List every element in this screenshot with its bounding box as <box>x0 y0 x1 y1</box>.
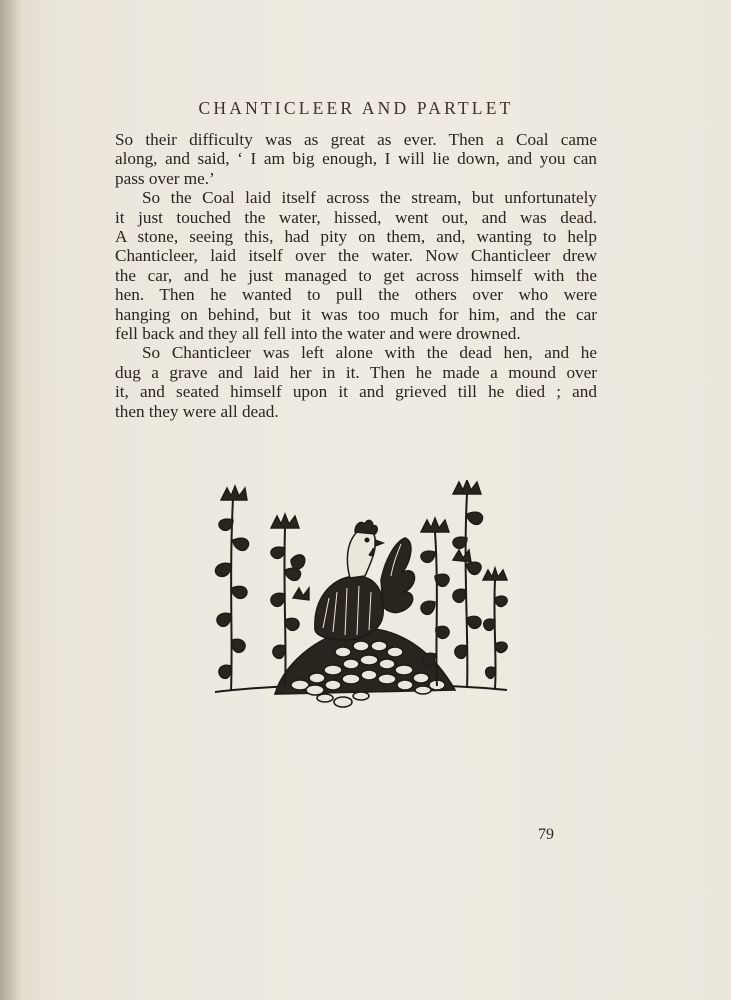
text-line: So the Coal laid itself across the stream, but unfortunately <box>142 188 597 208</box>
text-line: So their difficulty was as great as ever. Then a Coal came <box>115 130 597 149</box>
rooster-on-grave-illustration <box>205 480 515 720</box>
text-line: A stone, seeing this, had pity on them, and, wanting to help <box>115 227 597 247</box>
flower-plant <box>483 568 507 688</box>
flower-plant <box>453 480 483 688</box>
page-gutter-shadow <box>0 0 22 1000</box>
text-line: Chanticleer, laid itself over the water. Now Chanticleer drew <box>115 246 597 266</box>
rooster <box>315 520 415 640</box>
text-line: So Chanticleer was left alone with the dead hen, and he <box>142 343 597 363</box>
text-line: then they were all dead. <box>115 401 279 421</box>
text-line: fell back and they all fell into the water and were drowned. <box>115 324 521 344</box>
flower-plant <box>421 518 449 686</box>
page-number: 79 <box>538 826 554 843</box>
text-line: the car, and he just managed to get across himself with the <box>115 265 597 285</box>
body-text <box>115 130 597 421</box>
flower-plant <box>215 486 248 690</box>
text-line: pass over me.’ <box>115 168 215 188</box>
text-line: it just touched the water, hissed, went out, and was dead. <box>115 207 597 227</box>
running-head: CHANTICLEER AND PARTLET <box>198 98 514 118</box>
text-line: dug a grave and laid her in it. Then he made a mound over <box>115 362 597 382</box>
text-line: hanging on behind, but it was too much for him, and the car <box>115 304 597 324</box>
grave-mound <box>275 628 455 707</box>
text-line: hen. Then he wanted to pull the others over who were <box>115 285 597 305</box>
text-line: along, and said, ‘ I am big enough, I will lie down, and you can <box>115 149 597 169</box>
text-line: it, and seated himself upon it and grieved till he died ; and <box>115 382 597 402</box>
